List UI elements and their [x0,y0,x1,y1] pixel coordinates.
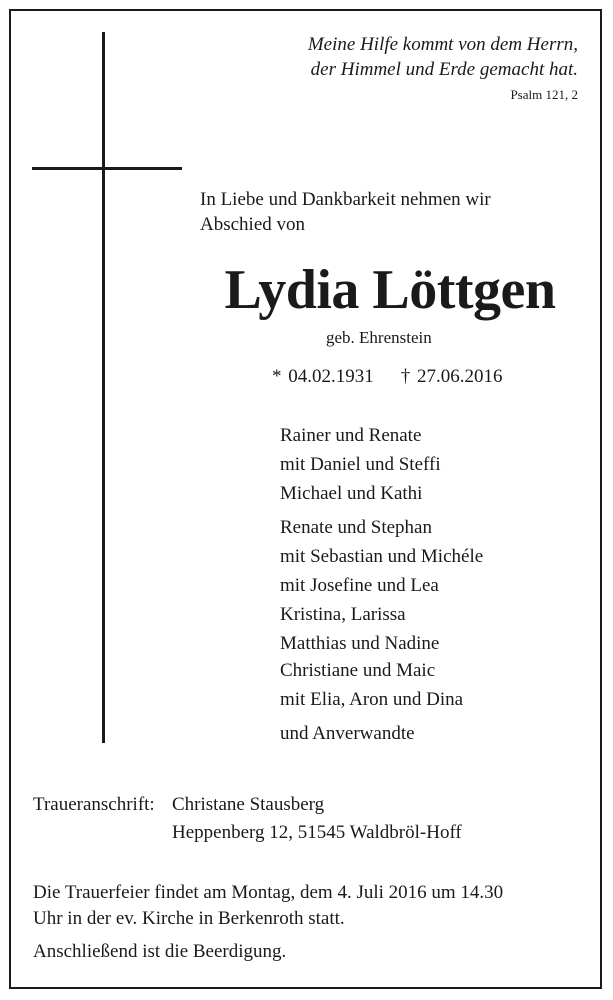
verse-reference: Psalm 121, 2 [510,87,578,102]
mourner-line: Matthias und Nadine [280,633,440,654]
intro-text [200,187,491,237]
mourner-line: Michael und Kathi [280,483,423,504]
cross-crossbar [32,167,182,170]
mourner-line: und Anverwandte [280,723,415,744]
service-notice [33,880,503,932]
mourner-line: Rainer und Renate [280,425,422,446]
bible-verse [308,32,578,82]
mourner-group-4 [280,719,415,748]
mourner-line: Renate und Stephan [280,517,432,538]
mourner-group-1 [280,421,441,508]
service-line-2: Uhr in der ev. Kirche in Berkenroth statt. [33,908,345,929]
maiden-name: geb. Ehrenstein [326,328,432,347]
mourner-line: mit Elia, Aron und Dina [280,689,464,710]
service-line-1: Die Trauerfeier findet am Montag, dem 4. Juli 2016 um 14.30 [33,882,504,903]
deceased-name: Lydia Löttgen [224,259,556,321]
mourner-line: mit Josefine und Lea [280,575,439,596]
cross-icon [102,32,105,743]
verse-line-2: der Himmel und Erde gemacht hat. [310,59,578,80]
burial-notice: Anschließend ist die Beerdigung. [33,941,287,962]
mourner-line: mit Daniel und Steffi [280,454,441,475]
mourner-line: mit Sebastian und Michéle [280,546,484,567]
life-dates: * 04.02.1931 † 27.06.2016 [272,366,503,387]
address-label: Traueranschrift: [33,794,155,815]
intro-line-2: Abschied von [200,214,306,235]
mourner-group-2 [280,513,483,658]
mourner-line: Christiane und Maic [280,660,436,681]
address-street: Heppenberg 12, 51545 Waldbröl-Hoff [172,822,462,843]
mourner-line: Kristina, Larissa [280,604,406,625]
verse-line-1: Meine Hilfe kommt von dem Herrn, [307,34,578,55]
address-name: Christane Stausberg [172,794,325,815]
mourner-group-3 [280,656,463,714]
intro-line-1: In Liebe und Dankbarkeit nehmen wir [200,189,491,210]
